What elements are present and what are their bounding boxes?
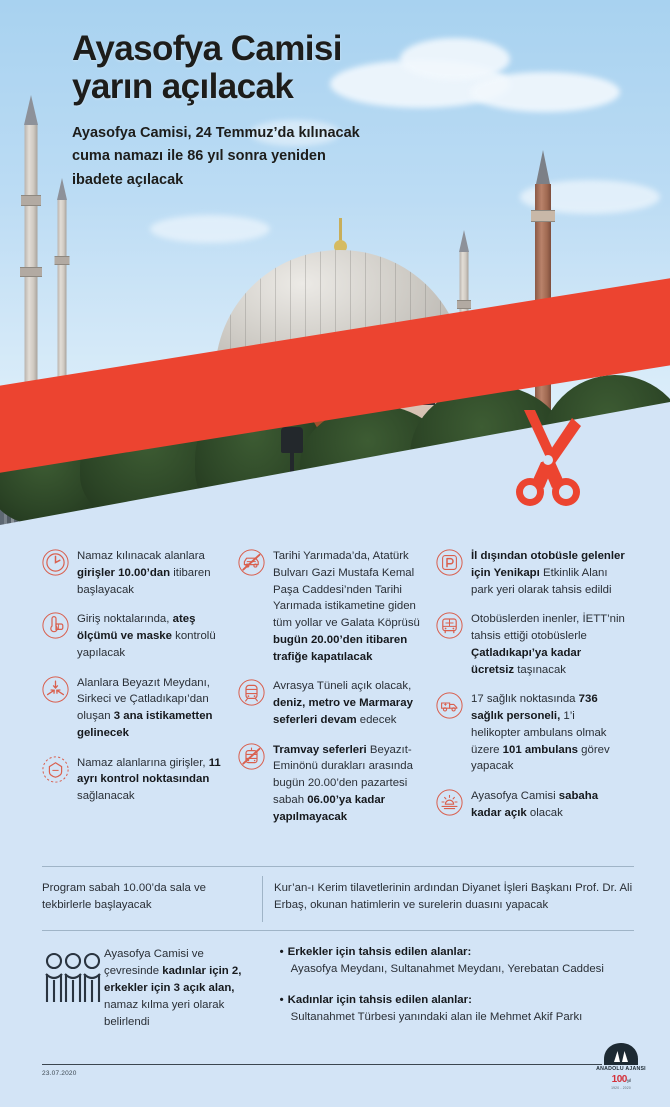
page-title — [72, 30, 492, 106]
aa-logo-sub: 1920 - 2020 — [611, 1086, 631, 1090]
anniversary-suffix: yıl — [626, 1078, 631, 1083]
info-item-text: Avrasya Tüneli açık olacak, deniz, metro ve Marmaray seferleri devam edecek — [273, 680, 413, 726]
metro-icon — [238, 679, 265, 706]
divider-vertical — [262, 876, 263, 922]
info-item — [436, 548, 634, 598]
info-item-text: Namaz alanlarına girişler, 11 ayrı kontrol noktasından sağlanacak — [77, 756, 221, 803]
info-item-text: Tarihi Yarımada’da, Atatürk Bulvarı Gazi Mustafa Kemal Paşa Caddesi’nden Tarihi Yarımada istikametine giden tüm yollar ve Galata Köprüsü bugün 20.00’den itibaren trafiğe kapatılacak — [273, 550, 420, 663]
column-1 — [42, 548, 238, 838]
info-item — [238, 678, 436, 728]
area-bullet — [280, 992, 634, 1026]
area-bullet-body: Sultanahmet Türbesi yanındaki alan ile Mehmet Akif Parkı — [290, 1011, 583, 1024]
allocated-areas-section — [42, 944, 634, 1040]
aa-logo-anniversary — [590, 1075, 652, 1085]
divider-bottom — [42, 930, 634, 931]
info-item-text: Giriş noktalarında, ateş ölçümü ve maske kontrolü yapılacak — [77, 613, 216, 659]
checkpoint-icon — [42, 756, 69, 783]
aa-logo-name: ANADOLU AJANSI — [596, 1066, 646, 1072]
info-item-text: Tramvay seferleri Beyazıt-Eminönü durakları arasında bugün 20.00’den pazartesi sabah 06.00’ya kadar yapılmayacak — [273, 743, 413, 823]
title-line-1: Ayasofya Camisi — [72, 29, 342, 68]
page-subtitle: Ayasofya Camisi, 24 Temmuz’da kılınacak cuma namazı ile 86 yıl sonra yeniden ibadete açılacak — [72, 125, 360, 188]
allocated-areas-note: Ayasofya Camisi ve çevresinde kadınlar için 2, erkekler için 3 açık alan, namaz kılma yeri olarak belirlendi — [104, 948, 242, 1029]
info-item — [42, 755, 238, 805]
aa-logo — [590, 1043, 652, 1090]
converging-arrows-icon — [42, 676, 69, 703]
info-item — [436, 611, 634, 678]
allocated-areas-bullets — [280, 944, 634, 1040]
info-item — [42, 675, 238, 742]
info-item-text: Otobüslerden inenler, İETT’nin tahsis ettiği otobüslerle Çatladıkapı’ya kadar ücretsiz taşınacak — [471, 613, 625, 676]
info-item — [436, 788, 634, 822]
area-bullet-heading: • Erkekler için tahsis edilen alanlar: — [279, 946, 472, 958]
parking-icon — [436, 549, 463, 576]
clock-icon — [42, 549, 69, 576]
scissors-icon — [508, 410, 588, 508]
info-item — [238, 548, 436, 665]
info-item-text: İl dışından otobüsle gelenler için Yenikapı Etkinlik Alanı park yeri olarak tahsis edildi — [471, 550, 625, 596]
area-bullet-body: Ayasofya Meydanı, Sultanahmet Meydanı, Yerebatan Caddesi — [290, 963, 604, 976]
info-item-text: Namaz kılınacak alanlara girişler 10.00’dan itibaren başlayacak — [77, 550, 211, 596]
info-item — [42, 611, 238, 661]
ambulance-icon — [436, 692, 463, 719]
program-left-text: Program sabah 10.00’da sala ve tekbirlerle başlayacak — [42, 882, 207, 912]
column-2 — [238, 548, 436, 838]
program-right-text: Kur’an-ı Kerim tilavetlerinin ardından Diyanet İşleri Başkanı Prof. Dr. Ali Erbaş, okunan hatimlerin ve surelerin duasını yapacak — [274, 882, 633, 912]
info-item — [238, 742, 436, 826]
info-columns — [42, 548, 634, 838]
thermometer-mask-icon — [42, 612, 69, 639]
divider-top — [42, 866, 634, 867]
info-item — [436, 691, 634, 775]
footer-date: 23.07.2020 — [42, 1070, 77, 1077]
street-lamp-head — [281, 427, 303, 453]
three-people-icon — [42, 950, 104, 1006]
info-item-text: 17 sağlık noktasında 736 sağlık personeli, 1’i helikopter ambulans olmak üzere 101 ambulans görev yapacak — [471, 693, 610, 773]
area-bullet-heading: • Kadınlar için tahsis edilen alanlar: — [279, 994, 472, 1007]
column-3 — [436, 548, 634, 838]
bullet-dot-icon: • — [279, 946, 284, 958]
title-line-2: yarın açılacak — [72, 66, 294, 106]
info-item — [42, 548, 238, 598]
area-bullet — [280, 944, 634, 978]
footer-rule — [42, 1064, 602, 1065]
no-car-icon — [238, 549, 265, 576]
cloud — [470, 72, 620, 112]
bullet-dot-icon: • — [279, 994, 284, 1007]
anniversary-number: 100 — [611, 1074, 627, 1085]
info-item-text: Ayasofya Camisi sabaha kadar açık olacak — [471, 790, 599, 819]
sunrise-icon — [436, 789, 463, 816]
info-item-text: Alanlara Beyazıt Meydanı, Sirkeci ve Çatladıkapı’dan oluşan 3 ana istikametten gelinecek — [77, 676, 213, 739]
aa-logo-icon — [604, 1043, 638, 1065]
no-tram-icon — [238, 743, 265, 770]
bus-icon — [436, 612, 463, 639]
